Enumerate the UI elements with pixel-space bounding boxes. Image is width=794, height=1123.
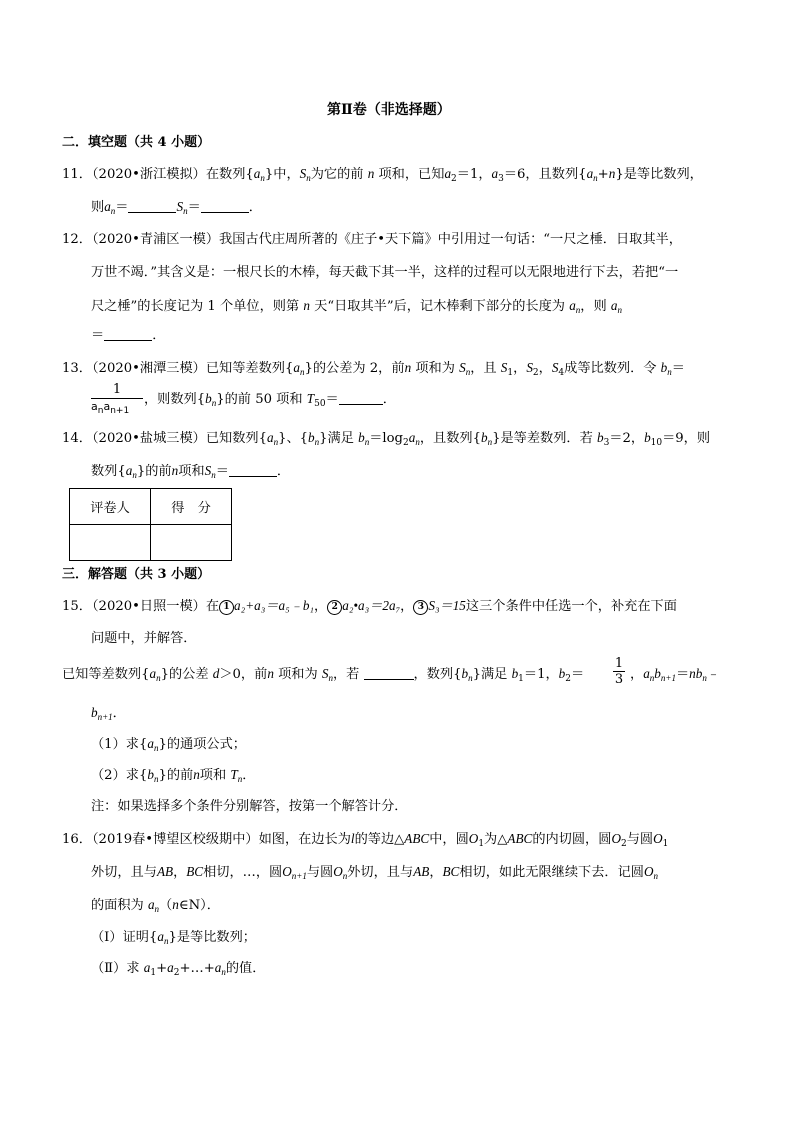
question-13-line2: ，则数列$\{b_n\}$的前 50 项和 $T_{50}=$ ．	[144, 391, 396, 409]
question-16-line1: 16．（2019春•博望区校级期中）如图，在边长为l的等边△ABC中，圆$O_1$为△ABC的内切圆，圆$O_2$与圆$O_1$	[62, 831, 669, 849]
answer-blank[interactable]	[104, 327, 152, 341]
question-16-line2: 外切，且与AB，BC相切，…，圆$O_{n+1}$与圆$O_n$外切，且与AB，BC相切，如此无限继续下去．记圆$O_n$	[91, 864, 659, 881]
part2-heading: 二．填空题（共 4 小题）	[62, 135, 211, 150]
question-12-line1: 12．（2020•青浦区一模）我国古代庄周所著的《庄子•天下篇》中引用过一句话：“一尺之棰．日取其半，	[62, 232, 682, 247]
question-16-part1: （Ⅰ）证明$\{a_n\}$是等比数列；	[91, 929, 256, 946]
question-15-line2: 问题中，并解答．	[91, 631, 197, 646]
score-table	[69, 488, 232, 561]
question-16-part2: （Ⅱ）求 $a_1+a_2+\dots+a_n$的值．	[91, 960, 266, 978]
section-title: 第Ⅱ卷（非选择题）	[327, 102, 451, 118]
question-12-line4: ＝ ．	[91, 328, 166, 343]
question-15-part2: （2）求$\{b_n\}$的前n项和 $T_n$．	[91, 767, 256, 784]
question-14-line2: 数列$\{a_n\}$的前n项和$S_n=$ ．	[91, 463, 291, 480]
question-15-part1: （1）求$\{a_n\}$的通项公式；	[91, 736, 246, 753]
score-header: 得 分	[151, 489, 232, 525]
question-13-line1: 13．（2020•湘潭三模）已知等差数列$\{a_n\}$的公差为 2，前n 项和为 $S_n$，且 $S_1$，$S_2$，$S_4$成等比数列．令 $b_n=$	[62, 360, 685, 378]
question-15-line4: $b_{n+1}$．	[91, 705, 126, 722]
question-16-line3: 的面积为 $a_n(n\in N)$．	[91, 897, 220, 914]
option-1-marker: 1	[219, 600, 234, 615]
question-14-line1: 14．（2020•盐城三模）已知数列$\{a_n\}$、$\{b_n\}$满足 $b_n=\log_2a_n$，且数列$\{b_n\}$是等差数列．若 $b_3=2$，$b_{10}=9$，则	[62, 430, 711, 448]
part3-heading: 三．解答题（共 3 小题）	[62, 567, 211, 582]
fraction: 1 $a_na_{n+1}$	[91, 382, 143, 415]
answer-blank[interactable]	[128, 199, 176, 213]
question-12-line2: 万世不竭．”其含义是：一根尺长的木棒，每天截下其一半，这样的过程可以无限地进行下去，若把“一	[91, 265, 679, 280]
question-15-line1: 15．（2020•日照一模）在 1 a₂+a₃＝a₅﹣b₁， 2 a₂•a₃＝2a₇， 3 S₃＝15这三个条件中任选一个，补充在下面	[62, 598, 677, 614]
reviewer-header: 评卷人	[70, 489, 151, 525]
score-cell[interactable]	[151, 525, 232, 561]
question-15-line3-end: ，$a_nb_{n+1}=nb_n﹣$	[630, 666, 721, 683]
question-12-line3: 尺之棰”的长度记为 1 个单位，则第 n 天“日取其半”后，记木棒剩下部分的长度为 $a_n$，则 $a_n$	[91, 298, 622, 315]
question-15-line3: 已知等差数列$\{a_n\}$的公差 d＞0，前n 项和为 $S_n$，若 ，数列$\{b_n\}$满足 $b_1=1$，$b_2=$	[62, 666, 585, 684]
reviewer-cell[interactable]	[70, 525, 151, 561]
option-2-marker: 2	[327, 600, 342, 615]
answer-blank[interactable]	[201, 199, 249, 213]
option-3-marker: 3	[413, 600, 428, 615]
answer-blank[interactable]	[339, 391, 383, 405]
fraction: $\frac{1}{3}$	[614, 656, 624, 687]
question-11-line1: 11．（2020•浙江模拟）在数列$\{a_n\}$中，$S_n$为它的前 n 项和，已知$a_2=1$，$a_3=6$，且数列$\{a_n+n\}$是等比数列，	[62, 166, 703, 184]
question-11-line2: 则$a_n= S_n=$ ．	[91, 199, 262, 216]
question-15-note: 注：如果选择多个条件分别解答，按第一个解答计分．	[91, 799, 408, 814]
answer-blank[interactable]	[229, 463, 277, 477]
answer-blank[interactable]	[364, 666, 414, 680]
